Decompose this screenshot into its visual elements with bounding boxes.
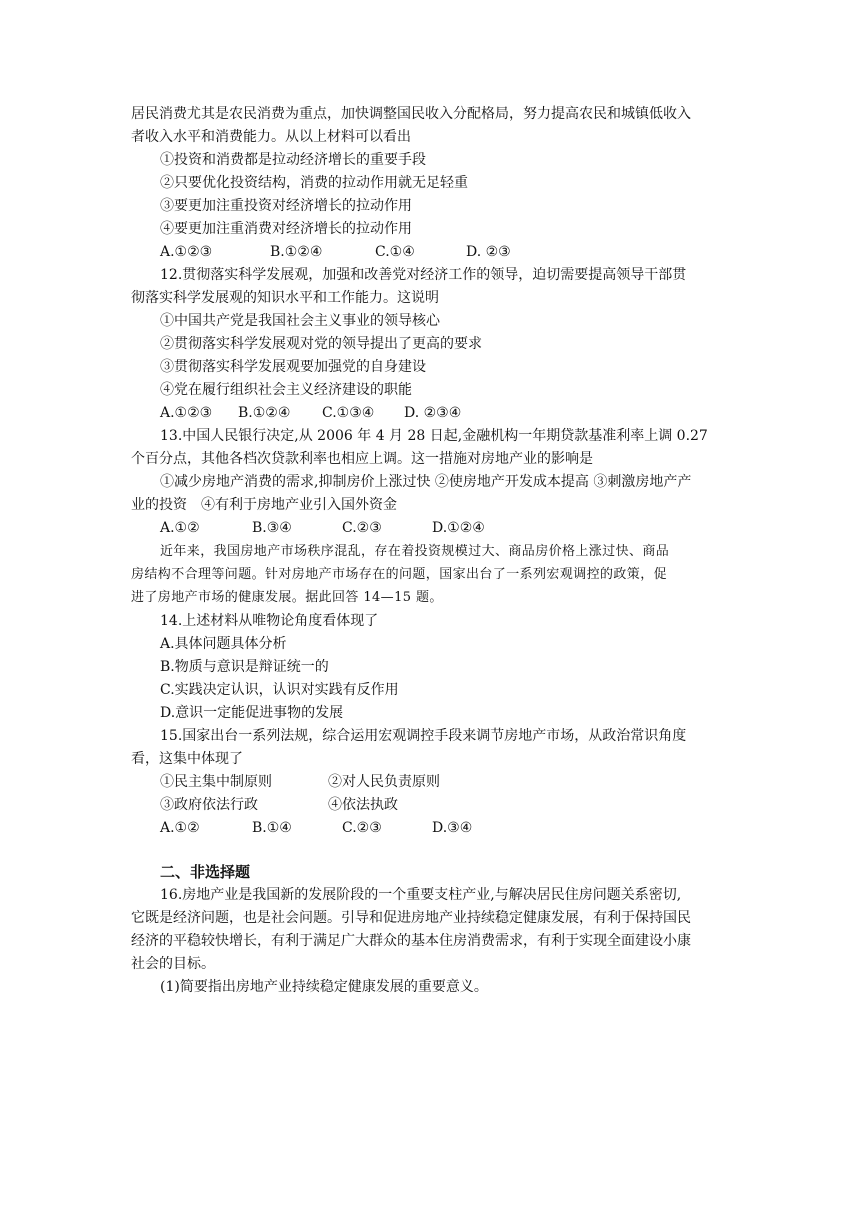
q13-option-b: B.③④: [252, 520, 292, 536]
q15-statement-1: ①民主集中制原则: [160, 774, 272, 790]
q12-option-c: C.①③④: [322, 405, 375, 421]
material-line-2: 房结构不合理等问题。针对房地产市场存在的问题，国家出台了一系列宏观调控的政策，促: [131, 567, 668, 582]
q13-option-c: C.②③: [342, 520, 382, 536]
q11-option-b: B.①②④: [270, 244, 323, 260]
q12-statement-2: ②贯彻落实科学发展观对党的领导提出了更高的要求: [160, 336, 482, 352]
q16-subquestion-1: (1)简要指出房地产业持续稳定健康发展的重要意义。: [160, 979, 488, 995]
q14-option-d: D.意识一定能促进事物的发展: [160, 705, 344, 721]
q13-statements-line-2: 业的投资 ④有利于房地产业引入国外资金: [131, 497, 397, 513]
q12-stem-line-1: 12.贯彻落实科学发展观，加强和改善党对经济工作的领导，迫切需要提高领导干部贯: [160, 267, 687, 283]
q11-option-d: D. ②③: [466, 244, 511, 260]
q13-option-d: D.①②④: [432, 520, 485, 536]
material-line-3: 进了房地产市场的健康发展。据此回答 14—15 题。: [131, 590, 443, 605]
q12-statement-3: ③贯彻落实科学发展观要加强党的自身建设: [160, 359, 426, 375]
q12-option-d: D. ②③④: [404, 405, 462, 421]
q12-statement-4: ④党在履行组织社会主义经济建设的职能: [160, 382, 412, 398]
q11-statement-1: ①投资和消费都是拉动经济增长的重要手段: [160, 152, 426, 168]
q12-option-b: B.①②④: [238, 405, 291, 421]
q15-statement-3: ③政府依法行政: [160, 797, 258, 813]
q13-option-a: A.①②: [160, 520, 200, 536]
q15-option-a: A.①②: [160, 820, 200, 836]
q11-option-c: C.①④: [375, 244, 415, 260]
q11-continuation-line-2: 者收入水平和消费能力。从以上材料可以看出: [131, 129, 411, 145]
q16-stem-line-3: 经济的平稳较快增长，有利于满足广大群众的基本住房消费需求，有利于实现全面建设小康: [131, 933, 691, 949]
q15-statement-2: ②对人民负责原则: [328, 774, 440, 790]
q13-stem-line-1: 13.中国人民银行决定,从 2006 年 4 月 28 日起,金融机构一年期贷款基准利率上调 0.27: [160, 428, 708, 444]
q15-option-c: C.②③: [342, 820, 382, 836]
q11-statement-4: ④要更加注重消费对经济增长的拉动作用: [160, 221, 412, 237]
q14-option-a: A.具体问题具体分析: [160, 636, 287, 652]
q12-statement-1: ①中国共产党是我国社会主义事业的领导核心: [160, 313, 440, 329]
q15-stem-line-1: 15.国家出台一系列法规，综合运用宏观调控手段来调节房地产市场，从政治常识角度: [160, 728, 687, 744]
material-line-1: 近年来，我国房地产市场秩序混乱，存在着投资规模过大、商品房价格上涨过快、商品: [160, 544, 670, 559]
q11-statement-3: ③要更加注重投资对经济增长的拉动作用: [160, 198, 412, 214]
q14-option-c: C.实践决定认识，认识对实践有反作用: [160, 682, 399, 698]
q11-option-a: A.①②③: [160, 244, 213, 260]
q13-statements-line-1: ①减少房地产消费的需求,抑制房价上涨过快 ②使房地产开发成本提高 ③刺激房地产产: [160, 474, 692, 490]
q11-continuation-line-1: 居民消费尤其是农民消费为重点，加快调整国民收入分配格局，努力提高农民和城镇低收入: [131, 106, 691, 122]
q12-stem-line-2: 彻落实科学发展观的知识水平和工作能力。这说明: [131, 290, 439, 306]
q16-stem-line-4: 社会的目标。: [131, 956, 215, 972]
q11-statement-2: ②只要优化投资结构，消费的拉动作用就无足轻重: [160, 175, 468, 191]
q14-stem: 14.上述材料从唯物论角度看体现了: [160, 613, 379, 629]
section-heading: 二、非选择题: [160, 863, 251, 881]
q15-statement-4: ④依法执政: [328, 797, 398, 813]
q16-stem-line-2: 它既是经济问题，也是社会问题。引导和促进房地产业持续稳定健康发展，有利于保持国民: [131, 910, 691, 926]
q15-stem-line-2: 看，这集中体现了: [131, 751, 243, 767]
q12-option-a: A.①②③: [160, 405, 213, 421]
q15-option-d: D.③④: [432, 820, 473, 836]
q14-option-b: B.物质与意识是辩证统一的: [160, 659, 329, 675]
q16-stem-line-1: 16.房地产业是我国新的发展阶段的一个重要支柱产业,与解决居民住房问题关系密切,: [160, 887, 682, 903]
q13-stem-line-2: 个百分点，其他各档次贷款利率也相应上调。这一措施对房地产业的影响是: [131, 451, 593, 467]
q15-option-b: B.①④: [252, 820, 292, 836]
